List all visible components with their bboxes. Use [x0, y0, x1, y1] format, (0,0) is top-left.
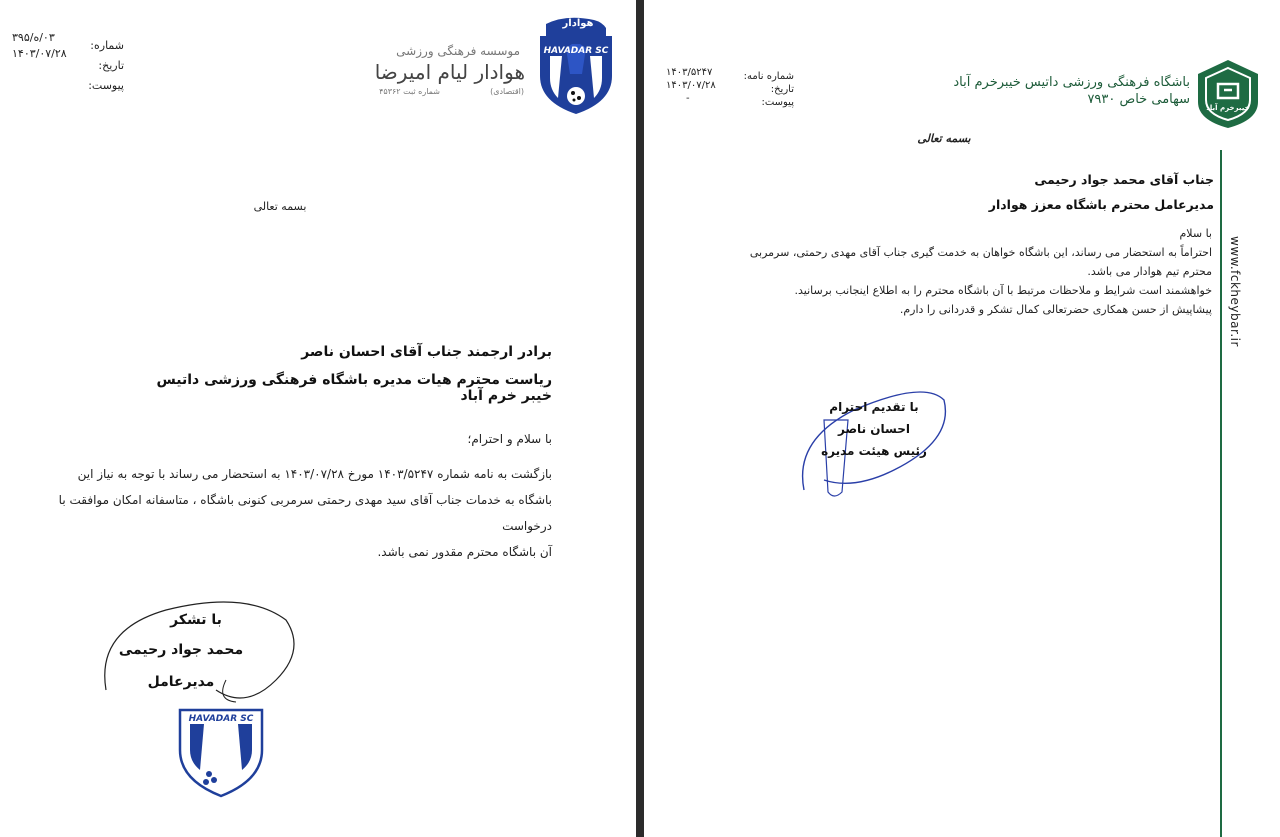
right-header-line-2: سهامی خاص ۷۹۳۰: [1087, 92, 1190, 107]
right-sign-line-2: احسان ناصر: [838, 422, 910, 436]
left-sign-line-3: مدیرعامل: [147, 674, 215, 690]
right-sign-line-1: با تقدیم احترام: [829, 400, 919, 414]
left-recipient-2: ریاست محترم هیات مدیره باشگاه فرهنگی ورزشی داتیس خیبر خرم آباد: [156, 372, 552, 404]
havadar-logo-top: هوادار: [562, 18, 594, 29]
left-body-line-1: بازگشت به نامه شماره ۱۴۰۳/۵۲۴۷ مورخ ۱۴۰۳/۰۷/۲۸ به استحضار می رساند با توجه به نیاز این: [77, 467, 552, 481]
right-header: [944, 74, 1190, 108]
right-sign-line-3: رئیس هیئت مدیره: [821, 444, 927, 458]
right-attachment-label: پیوست:: [761, 97, 794, 108]
left-sign-line-1: با تشکر: [170, 612, 222, 628]
left-sign-line-2: محمد جواد رحیمی: [118, 642, 244, 658]
right-body: [724, 224, 1212, 319]
right-letter: [644, 0, 1280, 837]
havadar-logo-text: HAVADAR SC: [543, 46, 609, 56]
right-greeting: با سلام: [1179, 227, 1212, 240]
right-body-line-3: خواهشمند است شرایط و ملاحظات مرتبط با آن باشگاه محترم را به اطلاع اینجانب برسانید.: [794, 284, 1212, 297]
number-value: ۰۳/ه/۳۹۵: [12, 31, 55, 44]
right-header-line-1: باشگاه فرهنگی ورزشی داتیس خیبرخرم آباد: [953, 75, 1190, 90]
left-signature: [96, 590, 306, 810]
left-body: [40, 461, 552, 565]
left-header-org: موسسه فرهنگی ورزشی: [396, 44, 520, 58]
right-number-value: ۱۴۰۳/۵۲۴۷: [666, 67, 713, 78]
website-url: www.fckheybar.ir: [1228, 236, 1242, 347]
right-margin-rule: [1220, 150, 1222, 837]
kheybar-shield-icon: [1196, 58, 1260, 130]
date-value: ۱۴۰۳/۰۷/۲۸: [12, 47, 67, 60]
number-label: شماره:: [90, 39, 124, 52]
right-recipient-2: مدیرعامل محترم باشگاه معزز هوادار: [988, 197, 1214, 212]
right-date-label: تاریخ:: [770, 84, 794, 95]
left-body-line-2: باشگاه به خدمات جناب آقای سید مهدی رحمتی سرمربی کنونی باشگاه ، متاسفانه امکان موافقت با درخواست: [58, 493, 552, 533]
left-recipient-1: برادر ارجمند جناب آقای احسان ناصر: [301, 344, 552, 360]
kheybar-logo-text: خیبرخرم آباد: [1206, 104, 1250, 112]
right-meta-values: [666, 66, 726, 105]
right-body-line-2: محترم تیم هوادار می باشد.: [1087, 265, 1212, 278]
right-recipient-1: جناب آقای محمد جواد رحیمی: [1034, 172, 1214, 187]
havadar-shield-icon: [536, 14, 616, 116]
right-attachment-value: -: [686, 93, 690, 104]
right-body-line-1: احتراماً به استحضار می رساند، این باشگاه خواهان به خدمت گیری جناب آقای مهدی رحمتی، سرمربی: [749, 246, 1212, 259]
right-signature: [794, 380, 954, 510]
right-body-line-4: پیشاپیش از حسن همکاری حضرتعالی کمال تشکر و قدردانی را دارم.: [899, 303, 1212, 316]
left-greeting: با سلام و احترام؛: [467, 432, 552, 446]
date-label: تاریخ:: [98, 59, 124, 72]
attachment-label: پیوست:: [88, 79, 124, 92]
right-date-value: ۱۴۰۳/۰۷/۲۸: [666, 80, 716, 91]
left-meta-values: [12, 30, 92, 62]
left-letter: [0, 0, 636, 837]
left-header-reg: شماره ثبت ۴۵۳۶۲: [379, 87, 440, 96]
right-number-label: شماره نامه:: [743, 71, 794, 82]
left-body-line-3: آن باشگاه محترم مقدور نمی باشد.: [377, 545, 552, 559]
stamp-text: HAVADAR SC: [188, 714, 254, 724]
right-meta-labels: [724, 70, 794, 109]
right-basmala: بسمه تعالی: [917, 132, 971, 145]
kheybar-logo: [1196, 58, 1260, 130]
left-header-name: هوادار لیام امیرضا: [374, 60, 525, 84]
left-header-econ: (اقتصادی): [490, 87, 524, 96]
left-basmala: بسمه تعالی: [253, 200, 307, 213]
havadar-logo: [536, 14, 616, 116]
